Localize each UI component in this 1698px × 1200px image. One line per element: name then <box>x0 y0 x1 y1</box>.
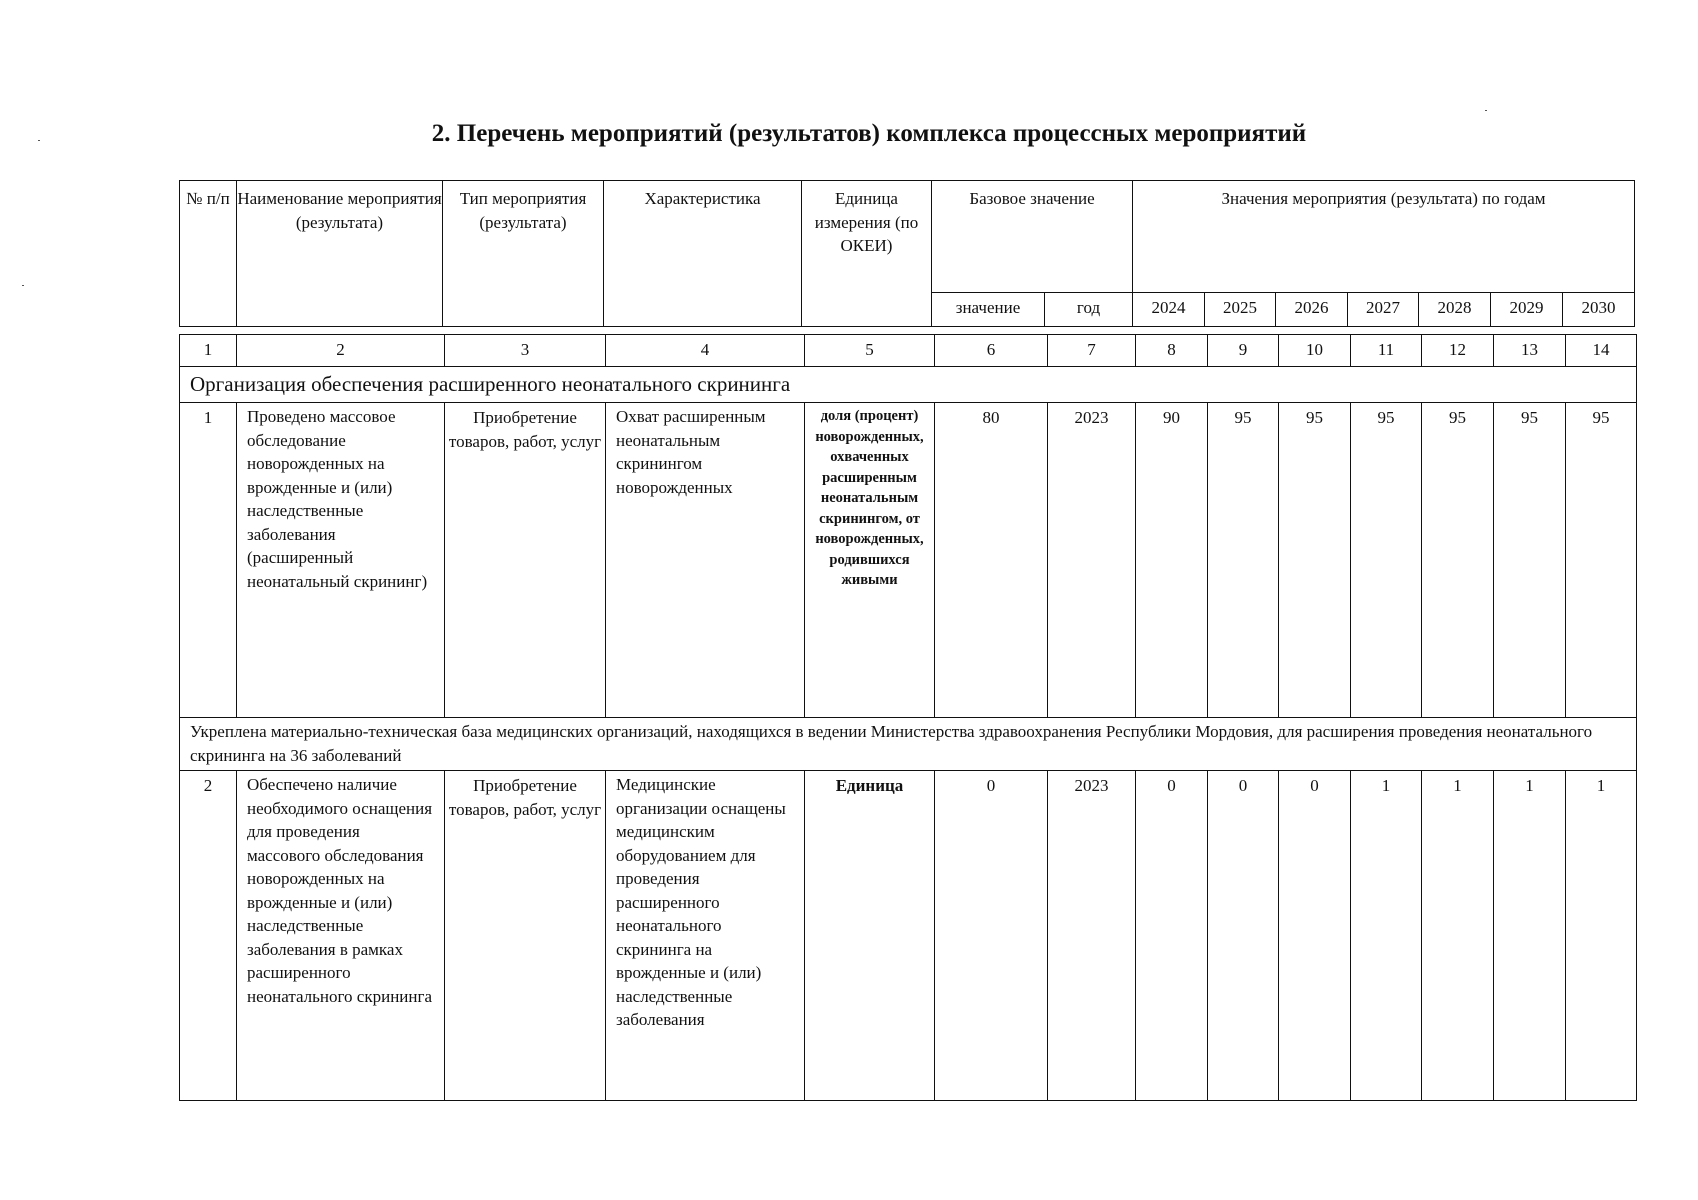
column-number: 13 <box>1494 335 1566 367</box>
column-number: 3 <box>445 335 606 367</box>
column-number: 12 <box>1422 335 1494 367</box>
year-value: 0 <box>1136 771 1208 1101</box>
table-row <box>180 403 1637 718</box>
column-number: 14 <box>1566 335 1637 367</box>
year-value: 1 <box>1494 771 1566 1101</box>
measure-name: Обеспечено наличие необходимого оснащения для проведения массового обследования новорожденных на врожденные и (или) наследственные заболевания в рамках расширенного неонатального скрининга <box>237 771 445 1101</box>
column-number: 5 <box>805 335 935 367</box>
year-value: 1 <box>1422 771 1494 1101</box>
header-year: 2025 <box>1205 293 1276 327</box>
base-value: 80 <box>935 403 1048 718</box>
measure-characteristic: Медицинские организации оснащены медицинским оборудованием для проведения расширенного неонатального скрининга на врожденные и (или) наследственные заболевания <box>606 771 805 1101</box>
year-value: 95 <box>1279 403 1351 718</box>
base-year: 2023 <box>1048 403 1136 718</box>
header-year: 2028 <box>1419 293 1491 327</box>
header-unit: Единица измерения (по ОКЕИ) <box>802 181 932 327</box>
header-name: Наименование мероприятия (результата) <box>237 181 443 327</box>
measure-type: Приобретение товаров, работ, услуг <box>445 403 606 718</box>
year-value: 95 <box>1351 403 1422 718</box>
column-number: 4 <box>606 335 805 367</box>
header-type: Тип мероприятия (результата) <box>443 181 604 327</box>
measure-unit: Единица <box>805 771 935 1101</box>
column-number: 8 <box>1136 335 1208 367</box>
year-value: 95 <box>1566 403 1637 718</box>
column-number: 7 <box>1048 335 1136 367</box>
page-title: 2. Перечень мероприятий (результатов) комплекса процессных мероприятий <box>431 120 1307 147</box>
scan-speck <box>1485 110 1487 111</box>
column-number: 2 <box>237 335 445 367</box>
scan-speck <box>38 140 40 141</box>
column-number: 10 <box>1279 335 1351 367</box>
header-year: 2024 <box>1133 293 1205 327</box>
header-base-value: значение <box>932 293 1045 327</box>
base-year: 2023 <box>1048 771 1136 1101</box>
measure-type: Приобретение товаров, работ, услуг <box>445 771 606 1101</box>
scan-speck <box>22 285 24 286</box>
row-number: 2 <box>180 771 237 1101</box>
year-value: 0 <box>1279 771 1351 1101</box>
year-value: 95 <box>1494 403 1566 718</box>
year-value: 95 <box>1208 403 1279 718</box>
year-value: 0 <box>1208 771 1279 1101</box>
table-row <box>180 771 1637 1101</box>
year-value: 90 <box>1136 403 1208 718</box>
header-values-by-year: Значения мероприятия (результата) по годам <box>1133 181 1635 293</box>
measure-characteristic: Охват расширенным неонатальным скринингом новорожденных <box>606 403 805 718</box>
header-base: Базовое значение <box>932 181 1133 293</box>
header-base-year: год <box>1045 293 1133 327</box>
header-table <box>179 180 1635 327</box>
year-value: 1 <box>1351 771 1422 1101</box>
body-table <box>179 334 1637 1101</box>
header-year: 2030 <box>1563 293 1635 327</box>
year-value: 95 <box>1422 403 1494 718</box>
column-number: 9 <box>1208 335 1279 367</box>
column-number: 6 <box>935 335 1048 367</box>
measure-unit: доля (процент) новорожденных, охваченных расширенным неонатальным скринингом, от новорожденных, родившихся живыми <box>805 403 935 718</box>
header-year: 2026 <box>1276 293 1348 327</box>
section-title: Организация обеспечения расширенного неонатального скрининга <box>180 367 1637 403</box>
row-number: 1 <box>180 403 237 718</box>
header-num: № п/п <box>180 181 237 327</box>
year-value: 1 <box>1566 771 1637 1101</box>
base-value: 0 <box>935 771 1048 1101</box>
column-number-row <box>180 335 1637 367</box>
column-number: 1 <box>180 335 237 367</box>
header-year: 2029 <box>1491 293 1563 327</box>
header-characteristic: Характеристика <box>604 181 802 327</box>
section-title: Укреплена материально-техническая база медицинских организаций, находящихся в ведении Министерства здравоохранения Республики Мордовия, для расширения проведения неонатального скрининга на 36 заболеваний <box>180 718 1637 771</box>
measure-name: Проведено массовое обследование новорожденных на врожденные и (или) наследственные заболевания (расширенный неонатальный скрининг) <box>237 403 445 718</box>
column-number: 11 <box>1351 335 1422 367</box>
header-year: 2027 <box>1348 293 1419 327</box>
